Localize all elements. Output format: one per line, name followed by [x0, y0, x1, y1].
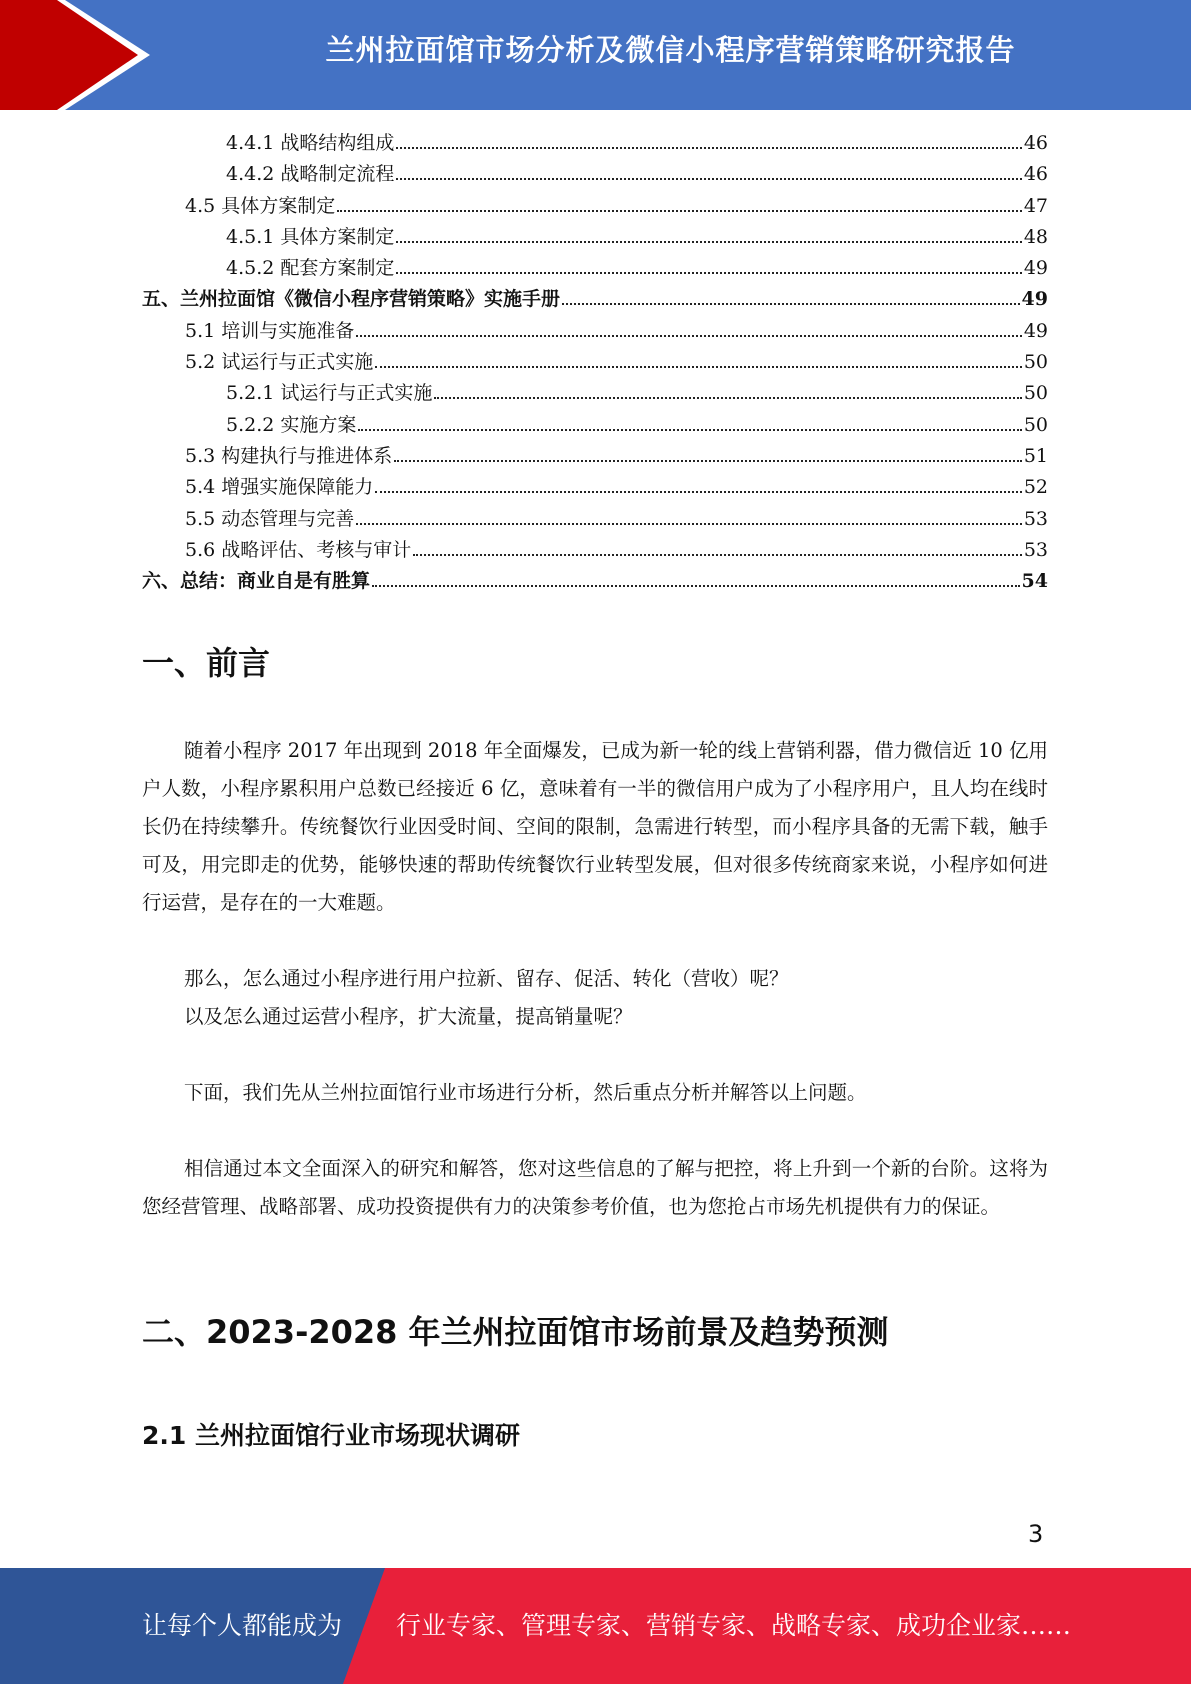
- toc-entry-page: 49: [1023, 319, 1048, 342]
- toc-entry-label: 5.2.1 试运行与正式实施: [226, 382, 433, 405]
- toc-entry-label: 4.4.2 战略制定流程: [226, 163, 395, 186]
- section-heading-preface: 一、前言: [142, 644, 271, 682]
- toc-entry-page: 50: [1023, 351, 1048, 374]
- toc-entry[interactable]: [142, 222, 1048, 253]
- toc-entry[interactable]: [142, 191, 1048, 222]
- toc-entry-page: 52: [1023, 476, 1048, 499]
- paragraph-question: 以及怎么通过运营小程序，扩大流量，提高销量呢？: [184, 1005, 633, 1028]
- toc-leader-dots: [396, 147, 1021, 149]
- toc-entry[interactable]: [142, 566, 1048, 597]
- toc-entry-label: 5.2.2 实施方案: [226, 413, 357, 436]
- toc-leader-dots: [358, 429, 1021, 431]
- toc-leader-dots: [396, 178, 1021, 180]
- toc-entry-page: 54: [1021, 570, 1048, 593]
- paragraph: 下面，我们先从兰州拉面馆行业市场进行分析，然后重点分析并解答以上问题。: [184, 1081, 867, 1104]
- toc-leader-dots: [562, 303, 1020, 305]
- page-header: [0, 0, 1191, 110]
- toc-entry-page: 46: [1023, 163, 1048, 186]
- toc-entry[interactable]: [142, 253, 1048, 284]
- header-arrow-decoration: [0, 0, 160, 110]
- toc-entry-label: 5.5 动态管理与完善: [185, 507, 355, 530]
- page-footer: [0, 1568, 1191, 1684]
- toc-entry-label: 5.6 战略评估、考核与审计: [185, 538, 412, 561]
- toc-leader-dots: [396, 272, 1021, 274]
- paragraph-question: 那么，怎么通过小程序进行用户拉新、留存、促活、转化（营收）呢？: [184, 967, 789, 990]
- toc-leader-dots: [375, 491, 1022, 493]
- toc-leader-dots: [434, 397, 1021, 399]
- toc-entry[interactable]: [142, 347, 1048, 378]
- toc-leader-dots: [413, 554, 1022, 556]
- toc-entry[interactable]: [142, 472, 1048, 503]
- toc-leader-dots: [394, 460, 1022, 462]
- toc-entry-page: 53: [1023, 538, 1048, 561]
- table-of-contents: [142, 128, 1048, 597]
- toc-entry-page: 46: [1023, 132, 1048, 154]
- page-number: 3: [1028, 1520, 1044, 1548]
- footer-slogan-right: 行业专家、管理专家、营销专家、战略专家、成功企业家……: [396, 1611, 1072, 1640]
- toc-entry-label: 5.3 构建执行与推进体系: [185, 444, 393, 467]
- toc-entry-label: 4.4.1 战略结构组成: [226, 132, 395, 154]
- toc-leader-dots: [396, 241, 1021, 243]
- toc-entry-page: 50: [1023, 382, 1048, 405]
- paragraph: 相信通过本文全面深入的研究和解答，您对这些信息的了解与把控，将上升到一个新的台阶。这将为您经营管理、战略部署、成功投资提供有力的决策参考价值，也为您抢占市场先机提供有力的保证。: [142, 1157, 1048, 1218]
- toc-entry-label: 4.5 具体方案制定: [185, 194, 336, 217]
- toc-entry-label: 4.5.2 配套方案制定: [226, 257, 395, 280]
- toc-entry-page: 49: [1023, 257, 1048, 280]
- toc-entry[interactable]: [142, 441, 1048, 472]
- toc-entry[interactable]: [142, 159, 1048, 190]
- toc-leader-dots: [356, 523, 1022, 525]
- toc-entry-label: 5.2 试运行与正式实施: [185, 351, 374, 374]
- toc-entry-label: 5.1 培训与实施准备: [185, 319, 355, 342]
- toc-entry-page: 50: [1023, 413, 1048, 436]
- toc-entry-label: 4.5.1 具体方案制定: [226, 225, 395, 248]
- toc-entry[interactable]: [142, 284, 1048, 315]
- toc-entry-label: 五、兰州拉面馆《微信小程序营销策略》实施手册: [142, 288, 561, 311]
- toc-entry-page: 49: [1021, 288, 1048, 311]
- toc-entry[interactable]: [142, 535, 1048, 566]
- toc-entry[interactable]: [142, 316, 1048, 347]
- toc-entry-label: 5.4 增强实施保障能力: [185, 476, 374, 499]
- toc-entry[interactable]: [142, 128, 1048, 159]
- paragraph: 随着小程序 2017 年出现到 2018 年全面爆发，已成为新一轮的线上营销利器，借力微信近 10 亿用户人数，小程序累积用户总数已经接近 6 亿，意味着有一半的微信用户成为了小程序用户，且人均在线时长仍在持续攀升。传统餐饮行业因受时间、空间的限制，急需进行转型，而小程序具备的无需下载，触手可及，用完即走的优势，能够快速的帮助传统餐饮行业转型发展，但对很多传统商家来说，小程序如何进行运营，是存在的一大难题。: [142, 739, 1048, 914]
- toc-entry-page: 53: [1023, 507, 1048, 530]
- footer-slogan-left: 让每个人都能成为: [142, 1611, 343, 1640]
- toc-leader-dots: [356, 335, 1022, 337]
- report-title: 兰州拉面馆市场分析及微信小程序营销策略研究报告: [325, 33, 1016, 67]
- toc-entry[interactable]: [142, 378, 1048, 409]
- toc-entry[interactable]: [142, 504, 1048, 535]
- toc-leader-dots: [375, 366, 1022, 368]
- toc-entry-page: 48: [1023, 225, 1048, 248]
- toc-entry-label: 六、总结：商业自是有胜算: [142, 570, 371, 593]
- section-heading-forecast: 二、2023-2028 年兰州拉面馆市场前景及趋势预测: [142, 1313, 889, 1351]
- toc-entry[interactable]: [142, 410, 1048, 441]
- subsection-heading: 2.1 兰州拉面馆行业市场现状调研: [142, 1421, 520, 1450]
- toc-leader-dots: [372, 585, 1020, 587]
- toc-leader-dots: [337, 210, 1022, 212]
- toc-entry-page: 51: [1023, 444, 1048, 467]
- toc-entry-page: 47: [1023, 194, 1048, 217]
